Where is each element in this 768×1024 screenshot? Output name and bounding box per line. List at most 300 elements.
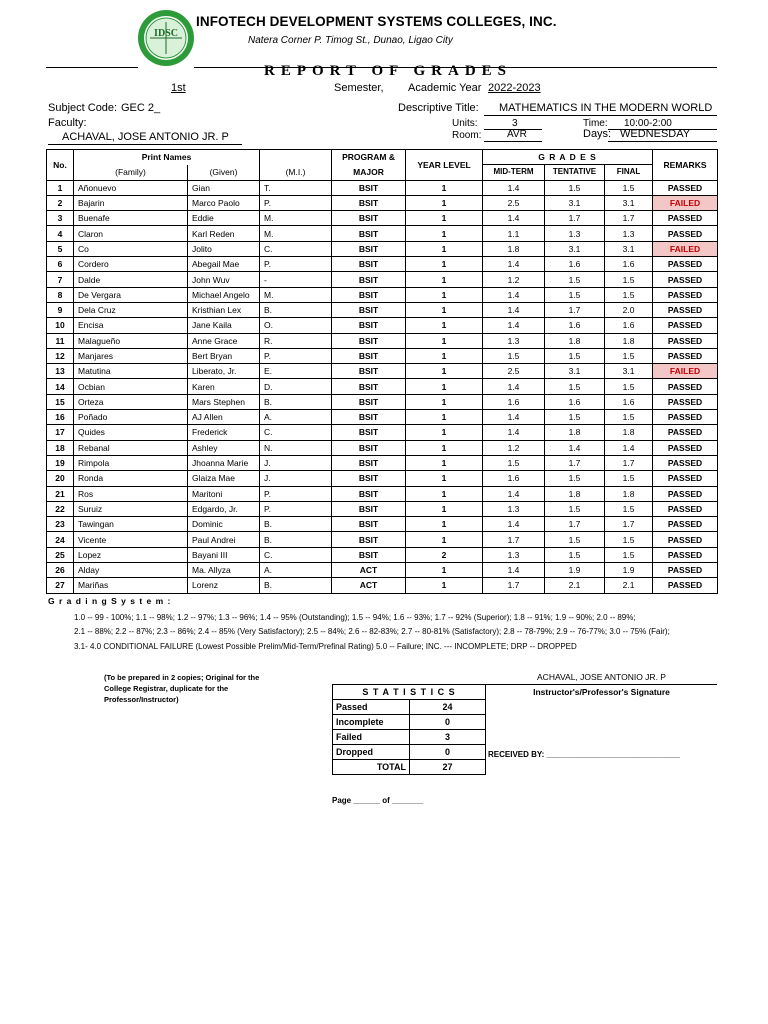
row-mi: C. — [260, 425, 332, 440]
row-year-level: 2 — [406, 547, 483, 562]
stat-incomplete-label: Incomplete — [333, 715, 410, 730]
row-tentative: 1.7 — [545, 517, 605, 532]
row-midterm: 1.4 — [483, 410, 545, 425]
row-midterm: 1.5 — [483, 455, 545, 470]
row-given-name: Mars Stephen — [188, 394, 260, 409]
semester-label: Semester, — [334, 82, 384, 94]
row-remarks: PASSED — [653, 302, 718, 317]
row-remarks: FAILED — [653, 241, 718, 256]
row-year-level: 1 — [406, 471, 483, 486]
row-family-name: Alday — [74, 563, 188, 578]
row-family-name: Rimpola — [74, 455, 188, 470]
row-midterm: 1.4 — [483, 517, 545, 532]
academic-year-label: Academic Year — [408, 82, 482, 94]
row-given-name: Jhoanna Marie — [188, 455, 260, 470]
units-label: Units: — [452, 118, 478, 129]
grading-system-line-1: 1.0 -- 99 - 100%; 1.1 -- 98%; 1.2 -- 97%; 1.3 -- 96%; 1.4 -- 95% (Outstanding); 1.5 -- 94%; 1.6 -- 93%; 1.7 -- 92% (Superior); 1.8 -- 91%; 1.9 -- 90%; 2.0 -- 89%; — [74, 613, 636, 622]
row-tentative: 1.7 — [545, 455, 605, 470]
row-family-name: Ocbian — [74, 379, 188, 394]
table-row — [47, 532, 718, 547]
row-family-name: Orteza — [74, 394, 188, 409]
table-row — [47, 471, 718, 486]
days-label: Days: — [583, 128, 612, 140]
time-label: Time: — [583, 118, 608, 129]
row-midterm: 1.7 — [483, 532, 545, 547]
row-tentative: 1.7 — [545, 211, 605, 226]
row-final: 1.8 — [605, 333, 653, 348]
row-no: 2 — [47, 195, 74, 210]
row-midterm: 1.4 — [483, 379, 545, 394]
row-mi: P. — [260, 257, 332, 272]
row-tentative: 1.7 — [545, 302, 605, 317]
copies-note-line-3: Professor/Instructor) — [104, 695, 179, 704]
row-final: 1.5 — [605, 272, 653, 287]
row-tentative: 3.1 — [545, 364, 605, 379]
row-given-name: John Wuv — [188, 272, 260, 287]
row-given-name: Glaiza Mae — [188, 471, 260, 486]
row-program: BSIT — [332, 364, 406, 379]
room-label: Room: — [452, 130, 482, 141]
stat-total-value: 27 — [410, 760, 486, 775]
col-final: FINAL — [605, 165, 653, 180]
col-year-level: YEAR LEVEL — [406, 150, 483, 181]
received-by: RECEIVED BY: ______________________________ — [488, 750, 681, 759]
row-family-name: Vicente — [74, 532, 188, 547]
row-given-name: Dominic — [188, 517, 260, 532]
grades-table — [46, 149, 718, 594]
row-given-name: Eddie — [188, 211, 260, 226]
table-row — [47, 272, 718, 287]
row-remarks: PASSED — [653, 333, 718, 348]
row-no: 6 — [47, 257, 74, 272]
row-mi: D. — [260, 379, 332, 394]
row-mi: M. — [260, 226, 332, 241]
row-mi: E. — [260, 364, 332, 379]
row-no: 19 — [47, 455, 74, 470]
units-value: 3 — [512, 118, 518, 129]
row-family-name: Ros — [74, 486, 188, 501]
row-year-level: 1 — [406, 180, 483, 195]
row-remarks: PASSED — [653, 455, 718, 470]
row-final: 1.6 — [605, 318, 653, 333]
row-year-level: 1 — [406, 440, 483, 455]
row-final: 1.3 — [605, 226, 653, 241]
row-mi: C. — [260, 547, 332, 562]
row-midterm: 1.3 — [483, 501, 545, 516]
row-no: 5 — [47, 241, 74, 256]
row-tentative: 3.1 — [545, 241, 605, 256]
row-midterm: 1.4 — [483, 211, 545, 226]
row-program: BSIT — [332, 180, 406, 195]
copies-note-line-2: College Registrar, duplicate for the — [104, 684, 229, 693]
row-tentative: 1.8 — [545, 486, 605, 501]
table-row — [47, 241, 718, 256]
row-program: BSIT — [332, 394, 406, 409]
row-year-level: 1 — [406, 241, 483, 256]
row-no: 27 — [47, 578, 74, 593]
logo-lettering: IDSC — [154, 28, 178, 39]
grading-system-line-2: 2.1 -- 88%; 2.2 -- 87%; 2.3 -- 86%; 2.4 -- 85% (Very Satisfactory); 2.5 -- 84%; 2.6 -- 82-83%; 2.7 -- 80-81% (Satisfactory); 2.8 -- 78-79%; 2.9 -- 76-77%; 3.0 -- 75% (Fair); — [74, 627, 670, 636]
row-year-level: 1 — [406, 226, 483, 241]
row-midterm: 1.5 — [483, 348, 545, 363]
row-given-name: Karl Reden — [188, 226, 260, 241]
row-no: 16 — [47, 410, 74, 425]
col-midterm: MID-TERM — [483, 165, 545, 180]
row-midterm: 2.5 — [483, 195, 545, 210]
row-final: 1.6 — [605, 257, 653, 272]
row-program: BSIT — [332, 486, 406, 501]
stat-incomplete-value: 0 — [410, 715, 486, 730]
row-tentative: 1.8 — [545, 425, 605, 440]
row-no: 15 — [47, 394, 74, 409]
table-row — [47, 180, 718, 195]
row-final: 3.1 — [605, 241, 653, 256]
row-mi: P. — [260, 195, 332, 210]
row-mi: T. — [260, 180, 332, 195]
table-row — [47, 440, 718, 455]
row-no: 23 — [47, 517, 74, 532]
row-mi: P. — [260, 501, 332, 516]
stat-dropped-label: Dropped — [333, 745, 410, 760]
table-row — [47, 547, 718, 562]
report-title: REPORT OF GRADES — [264, 63, 512, 79]
row-remarks: PASSED — [653, 471, 718, 486]
row-mi: R. — [260, 333, 332, 348]
row-remarks: PASSED — [653, 501, 718, 516]
room-value: AVR — [507, 129, 527, 140]
row-family-name: Dalde — [74, 272, 188, 287]
row-family-name: Cordero — [74, 257, 188, 272]
grades-body — [47, 180, 718, 593]
row-final: 1.5 — [605, 532, 653, 547]
row-program: ACT — [332, 578, 406, 593]
row-tentative: 1.3 — [545, 226, 605, 241]
row-given-name: Frederick — [188, 425, 260, 440]
row-remarks: PASSED — [653, 318, 718, 333]
row-program: ACT — [332, 563, 406, 578]
table-row — [47, 486, 718, 501]
row-mi: M. — [260, 287, 332, 302]
table-row — [47, 211, 718, 226]
row-family-name: Claron — [74, 226, 188, 241]
row-family-name: Encisa — [74, 318, 188, 333]
row-year-level: 1 — [406, 394, 483, 409]
semester-value: 1st — [171, 82, 186, 94]
row-program: BSIT — [332, 287, 406, 302]
row-program: BSIT — [332, 455, 406, 470]
row-remarks: FAILED — [653, 364, 718, 379]
row-midterm: 1.2 — [483, 272, 545, 287]
row-final: 1.6 — [605, 394, 653, 409]
col-program: PROGRAM & — [332, 150, 406, 165]
faculty-label: Faculty: — [48, 117, 87, 129]
row-year-level: 1 — [406, 333, 483, 348]
table-row — [47, 195, 718, 210]
row-year-level: 1 — [406, 532, 483, 547]
row-given-name: Paul Andrei — [188, 532, 260, 547]
row-family-name: Matutina — [74, 364, 188, 379]
row-program: BSIT — [332, 241, 406, 256]
subject-code: GEC 2_ — [121, 102, 161, 114]
row-tentative: 1.5 — [545, 272, 605, 287]
col-family: (Family) — [74, 165, 188, 180]
row-year-level: 1 — [406, 517, 483, 532]
row-midterm: 1.4 — [483, 180, 545, 195]
row-program: BSIT — [332, 195, 406, 210]
row-mi: J. — [260, 471, 332, 486]
row-mi: C. — [260, 241, 332, 256]
row-given-name: Jolito — [188, 241, 260, 256]
stat-failed-value: 3 — [410, 730, 486, 745]
row-remarks: PASSED — [653, 425, 718, 440]
row-given-name: Edgardo, Jr. — [188, 501, 260, 516]
row-final: 3.1 — [605, 195, 653, 210]
row-program: BSIT — [332, 211, 406, 226]
row-year-level: 1 — [406, 302, 483, 317]
row-no: 4 — [47, 226, 74, 241]
row-midterm: 1.7 — [483, 578, 545, 593]
row-program: BSIT — [332, 226, 406, 241]
row-midterm: 1.4 — [483, 486, 545, 501]
row-given-name: Karen — [188, 379, 260, 394]
row-remarks: PASSED — [653, 547, 718, 562]
row-program: BSIT — [332, 425, 406, 440]
row-midterm: 1.1 — [483, 226, 545, 241]
row-program: BSIT — [332, 379, 406, 394]
table-row — [47, 501, 718, 516]
row-tentative: 1.4 — [545, 440, 605, 455]
row-tentative: 1.8 — [545, 333, 605, 348]
row-mi: A. — [260, 563, 332, 578]
row-remarks: PASSED — [653, 578, 718, 593]
table-row — [47, 394, 718, 409]
row-family-name: Quides — [74, 425, 188, 440]
row-year-level: 1 — [406, 287, 483, 302]
row-program: BSIT — [332, 410, 406, 425]
row-remarks: PASSED — [653, 379, 718, 394]
row-given-name: AJ Allen — [188, 410, 260, 425]
row-final: 1.5 — [605, 410, 653, 425]
row-remarks: PASSED — [653, 410, 718, 425]
row-program: BSIT — [332, 348, 406, 363]
table-row — [47, 379, 718, 394]
row-no: 18 — [47, 440, 74, 455]
row-given-name: Ma. Allyza — [188, 563, 260, 578]
row-final: 3.1 — [605, 364, 653, 379]
row-family-name: Ronda — [74, 471, 188, 486]
row-year-level: 1 — [406, 364, 483, 379]
row-tentative: 1.5 — [545, 471, 605, 486]
row-no: 17 — [47, 425, 74, 440]
row-mi: B. — [260, 394, 332, 409]
table-row — [47, 364, 718, 379]
row-midterm: 1.4 — [483, 425, 545, 440]
signature-name: ACHAVAL, JOSE ANTONIO JR. P — [537, 672, 666, 682]
row-midterm: 1.6 — [483, 394, 545, 409]
row-program: BSIT — [332, 257, 406, 272]
row-tentative: 1.5 — [545, 348, 605, 363]
table-row — [47, 425, 718, 440]
row-tentative: 1.5 — [545, 410, 605, 425]
row-mi: P. — [260, 348, 332, 363]
row-no: 21 — [47, 486, 74, 501]
signature-rule — [486, 684, 717, 685]
stat-passed-label: Passed — [333, 700, 410, 715]
row-final: 1.5 — [605, 348, 653, 363]
row-no: 8 — [47, 287, 74, 302]
col-print-names: Print Names — [74, 150, 260, 165]
row-program: BSIT — [332, 272, 406, 287]
row-given-name: Anne Grace — [188, 333, 260, 348]
descriptive-title: MATHEMATICS IN THE MODERN WORLD — [499, 102, 713, 114]
row-mi: J. — [260, 455, 332, 470]
row-no: 22 — [47, 501, 74, 516]
row-mi: B. — [260, 517, 332, 532]
faculty-rule — [48, 144, 242, 145]
row-family-name: Mariñas — [74, 578, 188, 593]
row-given-name: Bayani III — [188, 547, 260, 562]
row-remarks: PASSED — [653, 532, 718, 547]
row-program: BSIT — [332, 532, 406, 547]
row-no: 25 — [47, 547, 74, 562]
statistics-title: S T A T I S T I C S — [333, 685, 486, 700]
row-midterm: 1.6 — [483, 471, 545, 486]
row-program: BSIT — [332, 333, 406, 348]
row-year-level: 1 — [406, 455, 483, 470]
row-family-name: Tawingan — [74, 517, 188, 532]
row-tentative: 3.1 — [545, 195, 605, 210]
row-remarks: PASSED — [653, 517, 718, 532]
col-major: MAJOR — [332, 165, 406, 180]
row-given-name: Ashley — [188, 440, 260, 455]
row-family-name: Bajarin — [74, 195, 188, 210]
statistics-table — [332, 684, 486, 775]
row-midterm: 1.3 — [483, 333, 545, 348]
subject-code-label: Subject Code: — [48, 102, 118, 114]
row-family-name: Dela Cruz — [74, 302, 188, 317]
row-program: BSIT — [332, 302, 406, 317]
row-family-name: Manjares — [74, 348, 188, 363]
row-given-name: Jane Kaila — [188, 318, 260, 333]
room-rule — [484, 141, 542, 142]
page-footer: Page ______ of _______ — [332, 796, 424, 805]
row-given-name: Michael Angelo — [188, 287, 260, 302]
days-value: WEDNESDAY — [620, 128, 691, 140]
row-mi: M. — [260, 211, 332, 226]
row-year-level: 1 — [406, 195, 483, 210]
row-final: 1.5 — [605, 547, 653, 562]
table-row — [47, 302, 718, 317]
col-tentative: TENTATIVE — [545, 165, 605, 180]
row-mi: O. — [260, 318, 332, 333]
faculty-name: ACHAVAL, JOSE ANTONIO JR. P — [62, 131, 229, 143]
row-given-name: Lorenz — [188, 578, 260, 593]
stat-failed-label: Failed — [333, 730, 410, 745]
col-remarks: REMARKS — [653, 150, 718, 181]
row-program: BSIT — [332, 501, 406, 516]
row-midterm: 1.4 — [483, 302, 545, 317]
row-tentative: 1.5 — [545, 287, 605, 302]
row-year-level: 1 — [406, 486, 483, 501]
table-row — [47, 257, 718, 272]
row-final: 1.5 — [605, 501, 653, 516]
col-grades: G R A D E S — [483, 150, 653, 165]
row-midterm: 1.4 — [483, 563, 545, 578]
row-year-level: 1 — [406, 272, 483, 287]
row-no: 24 — [47, 532, 74, 547]
row-final: 2.1 — [605, 578, 653, 593]
row-tentative: 1.5 — [545, 547, 605, 562]
row-given-name: Abegail Mae — [188, 257, 260, 272]
row-mi: A. — [260, 410, 332, 425]
row-family-name: Suruiz — [74, 501, 188, 516]
row-no: 9 — [47, 302, 74, 317]
table-row — [47, 517, 718, 532]
row-final: 1.7 — [605, 211, 653, 226]
table-row — [47, 410, 718, 425]
row-remarks: PASSED — [653, 226, 718, 241]
days-rule — [608, 141, 717, 142]
row-family-name: Malagueño — [74, 333, 188, 348]
row-no: 10 — [47, 318, 74, 333]
row-midterm: 1.3 — [483, 547, 545, 562]
row-tentative: 1.9 — [545, 563, 605, 578]
col-given: (Given) — [188, 165, 260, 180]
row-tentative: 2.1 — [545, 578, 605, 593]
row-program: BSIT — [332, 318, 406, 333]
col-no: No. — [47, 150, 74, 181]
table-row — [47, 348, 718, 363]
table-row — [47, 287, 718, 302]
row-no: 1 — [47, 180, 74, 195]
row-year-level: 1 — [406, 211, 483, 226]
row-final: 1.7 — [605, 455, 653, 470]
row-year-level: 1 — [406, 410, 483, 425]
row-final: 1.5 — [605, 180, 653, 195]
row-mi: B. — [260, 302, 332, 317]
row-year-level: 1 — [406, 257, 483, 272]
row-midterm: 1.4 — [483, 287, 545, 302]
row-given-name: Liberato, Jr. — [188, 364, 260, 379]
row-year-level: 1 — [406, 318, 483, 333]
row-mi: B. — [260, 578, 332, 593]
row-given-name: Bert Bryan — [188, 348, 260, 363]
row-year-level: 1 — [406, 563, 483, 578]
time-value: 10:00-2:00 — [624, 118, 672, 129]
row-final: 1.7 — [605, 517, 653, 532]
row-given-name: Maritoni — [188, 486, 260, 501]
row-midterm: 1.2 — [483, 440, 545, 455]
row-midterm: 2.5 — [483, 364, 545, 379]
row-final: 1.9 — [605, 563, 653, 578]
row-midterm: 1.4 — [483, 257, 545, 272]
col-mi: (M.I.) — [260, 165, 332, 180]
descriptive-title-label: Descriptive Title: — [398, 102, 479, 114]
row-midterm: 1.4 — [483, 318, 545, 333]
desc-rule — [484, 115, 717, 116]
row-final: 1.5 — [605, 287, 653, 302]
row-year-level: 1 — [406, 425, 483, 440]
row-midterm: 1.8 — [483, 241, 545, 256]
row-year-level: 1 — [406, 379, 483, 394]
row-family-name: Lopez — [74, 547, 188, 562]
row-no: 20 — [47, 471, 74, 486]
row-remarks: FAILED — [653, 195, 718, 210]
row-mi: - — [260, 272, 332, 287]
stat-total-label: TOTAL — [333, 760, 410, 775]
row-final: 1.8 — [605, 425, 653, 440]
row-tentative: 1.6 — [545, 257, 605, 272]
